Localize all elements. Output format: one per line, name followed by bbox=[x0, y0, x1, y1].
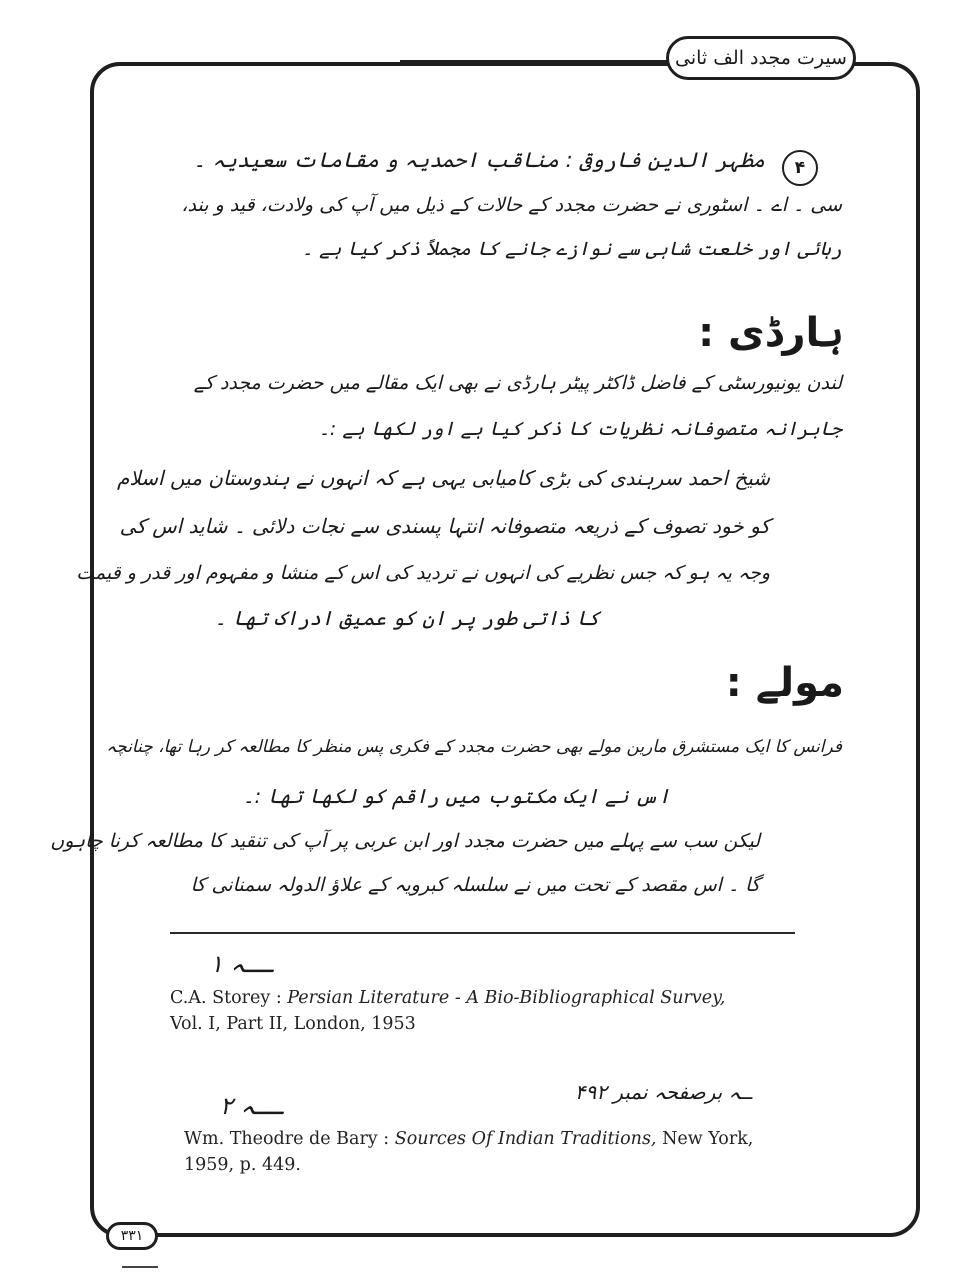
bottom-mark bbox=[122, 1266, 158, 1268]
footnote-2-title: Sources Of Indian Traditions, bbox=[394, 1129, 657, 1149]
page-number: ۳۳۱ bbox=[106, 1222, 158, 1250]
footnote-3: ــہ برصفحہ نمبر ۴۹۲ bbox=[574, 1080, 752, 1104]
hardy-quote-line-3: وجہ یہ ہو کہ جس نظریے کی انہوں نے تردید کی اس کے منشا و مفہوم اور قدر و قیمت bbox=[76, 562, 770, 584]
mole-text-line-1: فرانس کا ایک مستشرق مارین مولے بھی حضرت مجدد کے فکری پس منظر کا مطالعہ کر رہا تھا، چنانچہ bbox=[106, 737, 842, 757]
footnote-1 bbox=[170, 985, 800, 1037]
item-text-line-2: رہائی اور خلعت شاہی سے نوازے جانے کا مجملاً ذکر کیا ہے ۔ bbox=[301, 238, 842, 260]
hardy-text-line-2: جابرانہ متصوفانہ نظریات کا ذکر کیا ہے اور لکھا ہے :۔ bbox=[318, 418, 842, 440]
footnote-1-author: C.A. Storey : bbox=[170, 988, 282, 1008]
footnote-2-author: Wm. Theodre de Bary : bbox=[184, 1129, 390, 1149]
item-number-badge: ۴ bbox=[782, 150, 818, 186]
hardy-quote-line-4: کا ذاتی طور پر ان کو عمیق ادراک تھا ۔ bbox=[214, 606, 600, 630]
running-header-title: سیرت مجدد الف ثانی bbox=[675, 47, 847, 69]
footnote-1-marker: ــہ ١ bbox=[210, 950, 273, 978]
running-header bbox=[666, 36, 856, 80]
footnote-divider bbox=[170, 932, 795, 934]
hardy-heading: ہارڈی : bbox=[698, 310, 844, 356]
footnote-1-details: Vol. I, Part II, London, 1953 bbox=[170, 1014, 416, 1034]
footnote-2-marker: ــہ ٢ bbox=[220, 1092, 283, 1120]
item-text-line-1: سی ۔ اے ۔ اسٹوری نے حضرت مجدد کے حالات کے ذیل میں آپ کی ولادت، قید و بند، bbox=[181, 194, 842, 216]
hardy-quote-line-2: کو خود تصوف کے ذریعہ متصوفانہ انتہا پسندی سے نجات دلائی ۔ شاید اس کی bbox=[119, 514, 770, 538]
hardy-text-line-1: لندن یونیورسٹی کے فاضل ڈاکٹر پیٹر ہارڈی نے بھی ایک مقالے میں حضرت مجدد کے bbox=[193, 372, 842, 394]
footnote-2-details: New York, bbox=[662, 1129, 754, 1149]
hardy-quote-line-1: شیخ احمد سرہندی کی بڑی کامیابی یہی ہے کہ انہوں نے ہندوستان میں اسلام bbox=[116, 466, 770, 490]
mole-quote-line-2: گا ۔ اس مقصد کے تحت میں نے سلسلہ کبرویہ کے علاؤ الدولہ سمنانی کا bbox=[190, 874, 760, 896]
mole-quote-line-1: لیکن سب سے پہلے میں حضرت مجدد اور ابن عربی پر آپ کی تنقید کا مطالعہ کرنا چاہوں bbox=[50, 830, 760, 852]
footnote-2 bbox=[184, 1126, 804, 1178]
item-source-line: مظہر الدین فاروقی : مناقب احمدیہ و مقامات سعیدیہ ۔ bbox=[193, 148, 765, 172]
footnote-1-title: Persian Literature - A Bio-Bibliographical Survey, bbox=[287, 988, 726, 1008]
mole-text-line-2: اس نے ایک مکتوب میں راقم کو لکھا تھا :۔ bbox=[242, 784, 670, 808]
mole-heading: مولے : bbox=[725, 660, 844, 706]
footnote-2-year: 1959, p. 449. bbox=[184, 1155, 301, 1175]
